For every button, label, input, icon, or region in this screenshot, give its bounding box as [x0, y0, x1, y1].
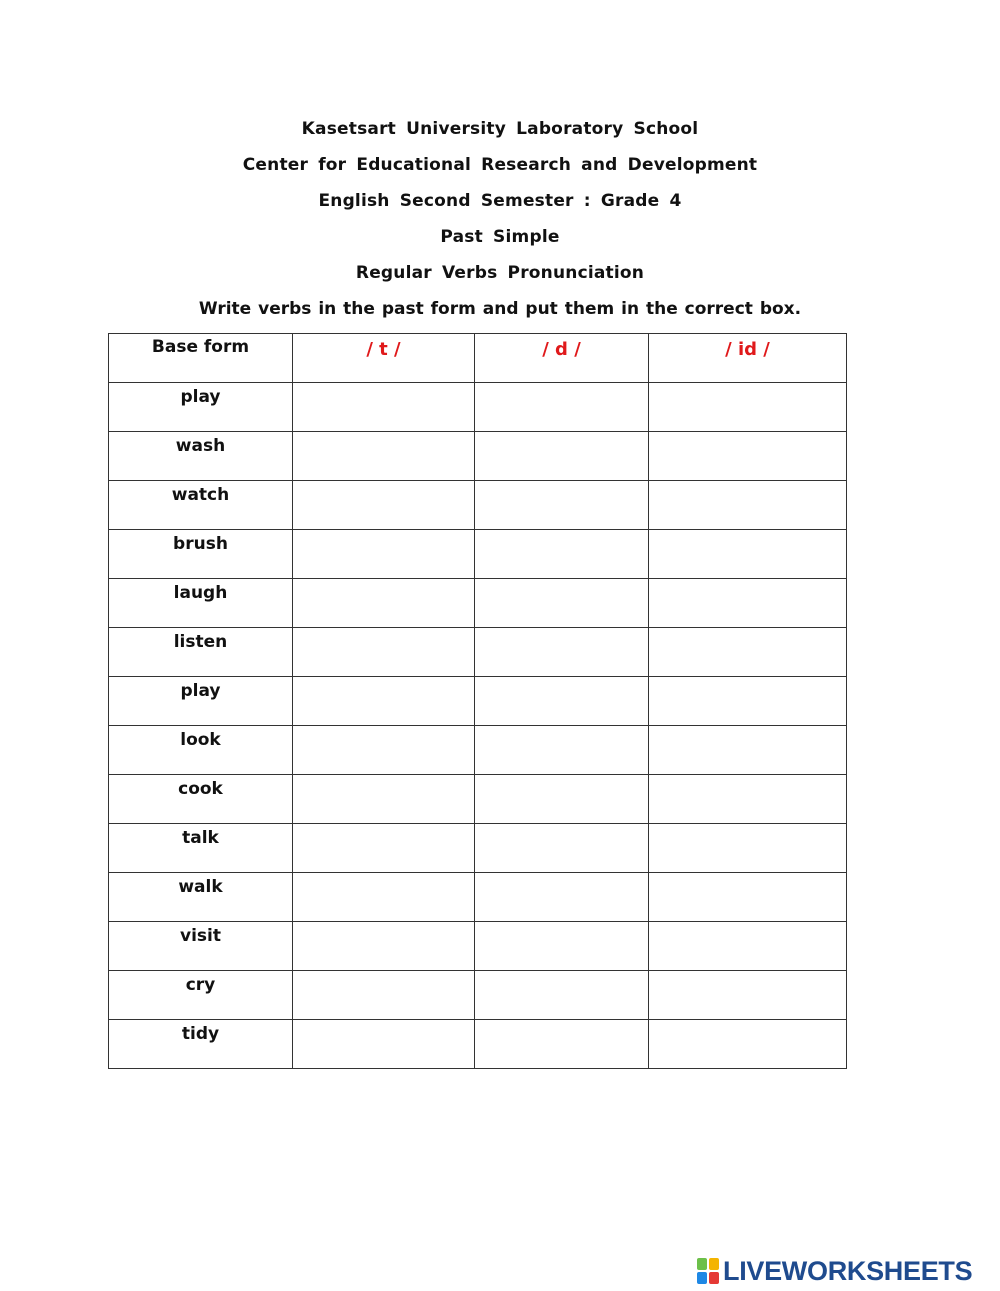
answer-cell-t[interactable] [293, 481, 475, 530]
table-row [109, 628, 847, 677]
answer-cell-id[interactable] [649, 971, 847, 1020]
id-sound-header: / id / [649, 334, 847, 383]
table-header-row [109, 334, 847, 383]
answer-cell-t[interactable] [293, 1020, 475, 1069]
answer-cell-t[interactable] [293, 432, 475, 481]
answer-cell-id[interactable] [649, 677, 847, 726]
answer-cell-d[interactable] [475, 873, 649, 922]
base-form-cell: cook [109, 775, 293, 824]
answer-cell-id[interactable] [649, 383, 847, 432]
table-row [109, 873, 847, 922]
answer-cell-t[interactable] [293, 824, 475, 873]
answer-cell-d[interactable] [475, 1020, 649, 1069]
answer-cell-t[interactable] [293, 677, 475, 726]
school-name: Kasetsart University Laboratory School [301, 119, 699, 139]
table-row [109, 530, 847, 579]
answer-cell-id[interactable] [649, 726, 847, 775]
table-row [109, 971, 847, 1020]
base-form-cell: play [109, 383, 293, 432]
base-form-cell: listen [109, 628, 293, 677]
answer-cell-id[interactable] [649, 530, 847, 579]
answer-cell-id[interactable] [649, 873, 847, 922]
table-row [109, 383, 847, 432]
answer-cell-d[interactable] [475, 824, 649, 873]
answer-cell-t[interactable] [293, 530, 475, 579]
base-form-cell: watch [109, 481, 293, 530]
base-form-cell: cry [109, 971, 293, 1020]
answer-cell-t[interactable] [293, 579, 475, 628]
course-title: English Second Semester : Grade 4 [318, 191, 682, 211]
answer-cell-t[interactable] [293, 383, 475, 432]
table-row [109, 1020, 847, 1069]
base-form-cell: talk [109, 824, 293, 873]
answer-cell-d[interactable] [475, 432, 649, 481]
answer-cell-id[interactable] [649, 481, 847, 530]
answer-cell-t[interactable] [293, 775, 475, 824]
answer-cell-t[interactable] [293, 726, 475, 775]
answer-cell-d[interactable] [475, 628, 649, 677]
base-form-cell: tidy [109, 1020, 293, 1069]
base-form-cell: brush [109, 530, 293, 579]
table-row [109, 432, 847, 481]
liveworksheets-logo [697, 1254, 972, 1288]
verb-table [108, 333, 847, 1069]
table-row [109, 481, 847, 530]
answer-cell-id[interactable] [649, 579, 847, 628]
answer-cell-t[interactable] [293, 628, 475, 677]
base-form-cell: look [109, 726, 293, 775]
base-form-header: Base form [109, 334, 293, 383]
table-row [109, 922, 847, 971]
t-sound-header: / t / [293, 334, 475, 383]
base-form-cell: wash [109, 432, 293, 481]
answer-cell-id[interactable] [649, 628, 847, 677]
answer-cell-id[interactable] [649, 1020, 847, 1069]
answer-cell-t[interactable] [293, 922, 475, 971]
answer-cell-id[interactable] [649, 824, 847, 873]
d-sound-header: / d / [475, 334, 649, 383]
table-row [109, 579, 847, 628]
topic-title: Past Simple [440, 227, 560, 247]
base-form-cell: walk [109, 873, 293, 922]
center-name: Center for Educational Research and Development [242, 155, 758, 175]
answer-cell-id[interactable] [649, 432, 847, 481]
answer-cell-t[interactable] [293, 971, 475, 1020]
table-row [109, 726, 847, 775]
answer-cell-d[interactable] [475, 971, 649, 1020]
answer-cell-d[interactable] [475, 481, 649, 530]
answer-cell-id[interactable] [649, 775, 847, 824]
instruction-text: Write verbs in the past form and put them in the correct box. [198, 299, 802, 319]
answer-cell-d[interactable] [475, 922, 649, 971]
answer-cell-d[interactable] [475, 383, 649, 432]
table-row [109, 677, 847, 726]
answer-cell-d[interactable] [475, 579, 649, 628]
base-form-cell: play [109, 677, 293, 726]
liveworksheets-logo-icon [697, 1258, 719, 1284]
logo-text: LIVEWORKSHEETS [723, 1255, 973, 1286]
verb-table-body [109, 383, 847, 1069]
table-row [109, 775, 847, 824]
answer-cell-t[interactable] [293, 873, 475, 922]
answer-cell-d[interactable] [475, 530, 649, 579]
answer-cell-d[interactable] [475, 677, 649, 726]
answer-cell-d[interactable] [475, 775, 649, 824]
answer-cell-id[interactable] [649, 922, 847, 971]
subtopic-title: Regular Verbs Pronunciation [355, 263, 645, 283]
base-form-cell: visit [109, 922, 293, 971]
answer-cell-d[interactable] [475, 726, 649, 775]
table-row [109, 824, 847, 873]
worksheet-header [0, 117, 1000, 321]
base-form-cell: laugh [109, 579, 293, 628]
